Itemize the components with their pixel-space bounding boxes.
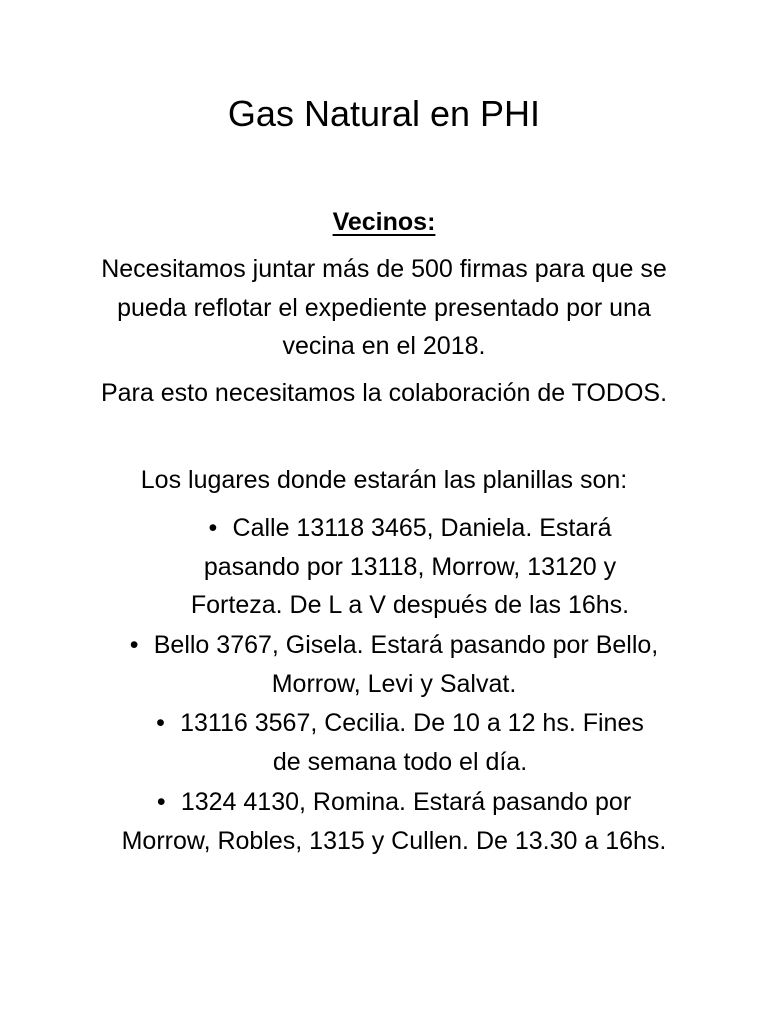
location-item — [110, 783, 678, 860]
bullet-icon: • — [156, 788, 166, 816]
document-title: Gas Natural en PHI — [227, 93, 541, 134]
bullet-icon: • — [156, 709, 165, 737]
location-text: 1324 4130, Romina. Estará pasando por Morrow, Robles, 1315 y Cullen. De 13.30 a 16hs. — [121, 788, 667, 855]
paragraph-signatures: Necesitamos juntar más de 500 firmas para que se pueda reflotar el expediente presentado por una vecina en el 2018. — [101, 255, 667, 360]
paragraph-locations-intro: Los lugares donde estarán las planillas son: — [140, 466, 628, 494]
location-item — [120, 626, 668, 703]
bullet-icon: • — [208, 514, 218, 542]
bullet-icon: • — [129, 631, 139, 659]
location-item — [160, 509, 660, 625]
greeting-heading: Vecinos: — [332, 208, 436, 236]
location-item — [150, 704, 650, 781]
location-text: 13116 3567, Cecilia. De 10 a 12 hs. Fines de semana todo el día. — [180, 709, 644, 776]
location-text: Bello 3767, Gisela. Estará pasando por Bello, Morrow, Levi y Salvat. — [153, 631, 659, 698]
paragraph-collaboration: Para esto necesitamos la colaboración de TODOS. — [100, 379, 668, 407]
location-text: Calle 13118 3465, Daniela. Estará pasando por 13118, Morrow, 13120 y Forteza. De L a V después de las 16hs. — [190, 514, 630, 619]
